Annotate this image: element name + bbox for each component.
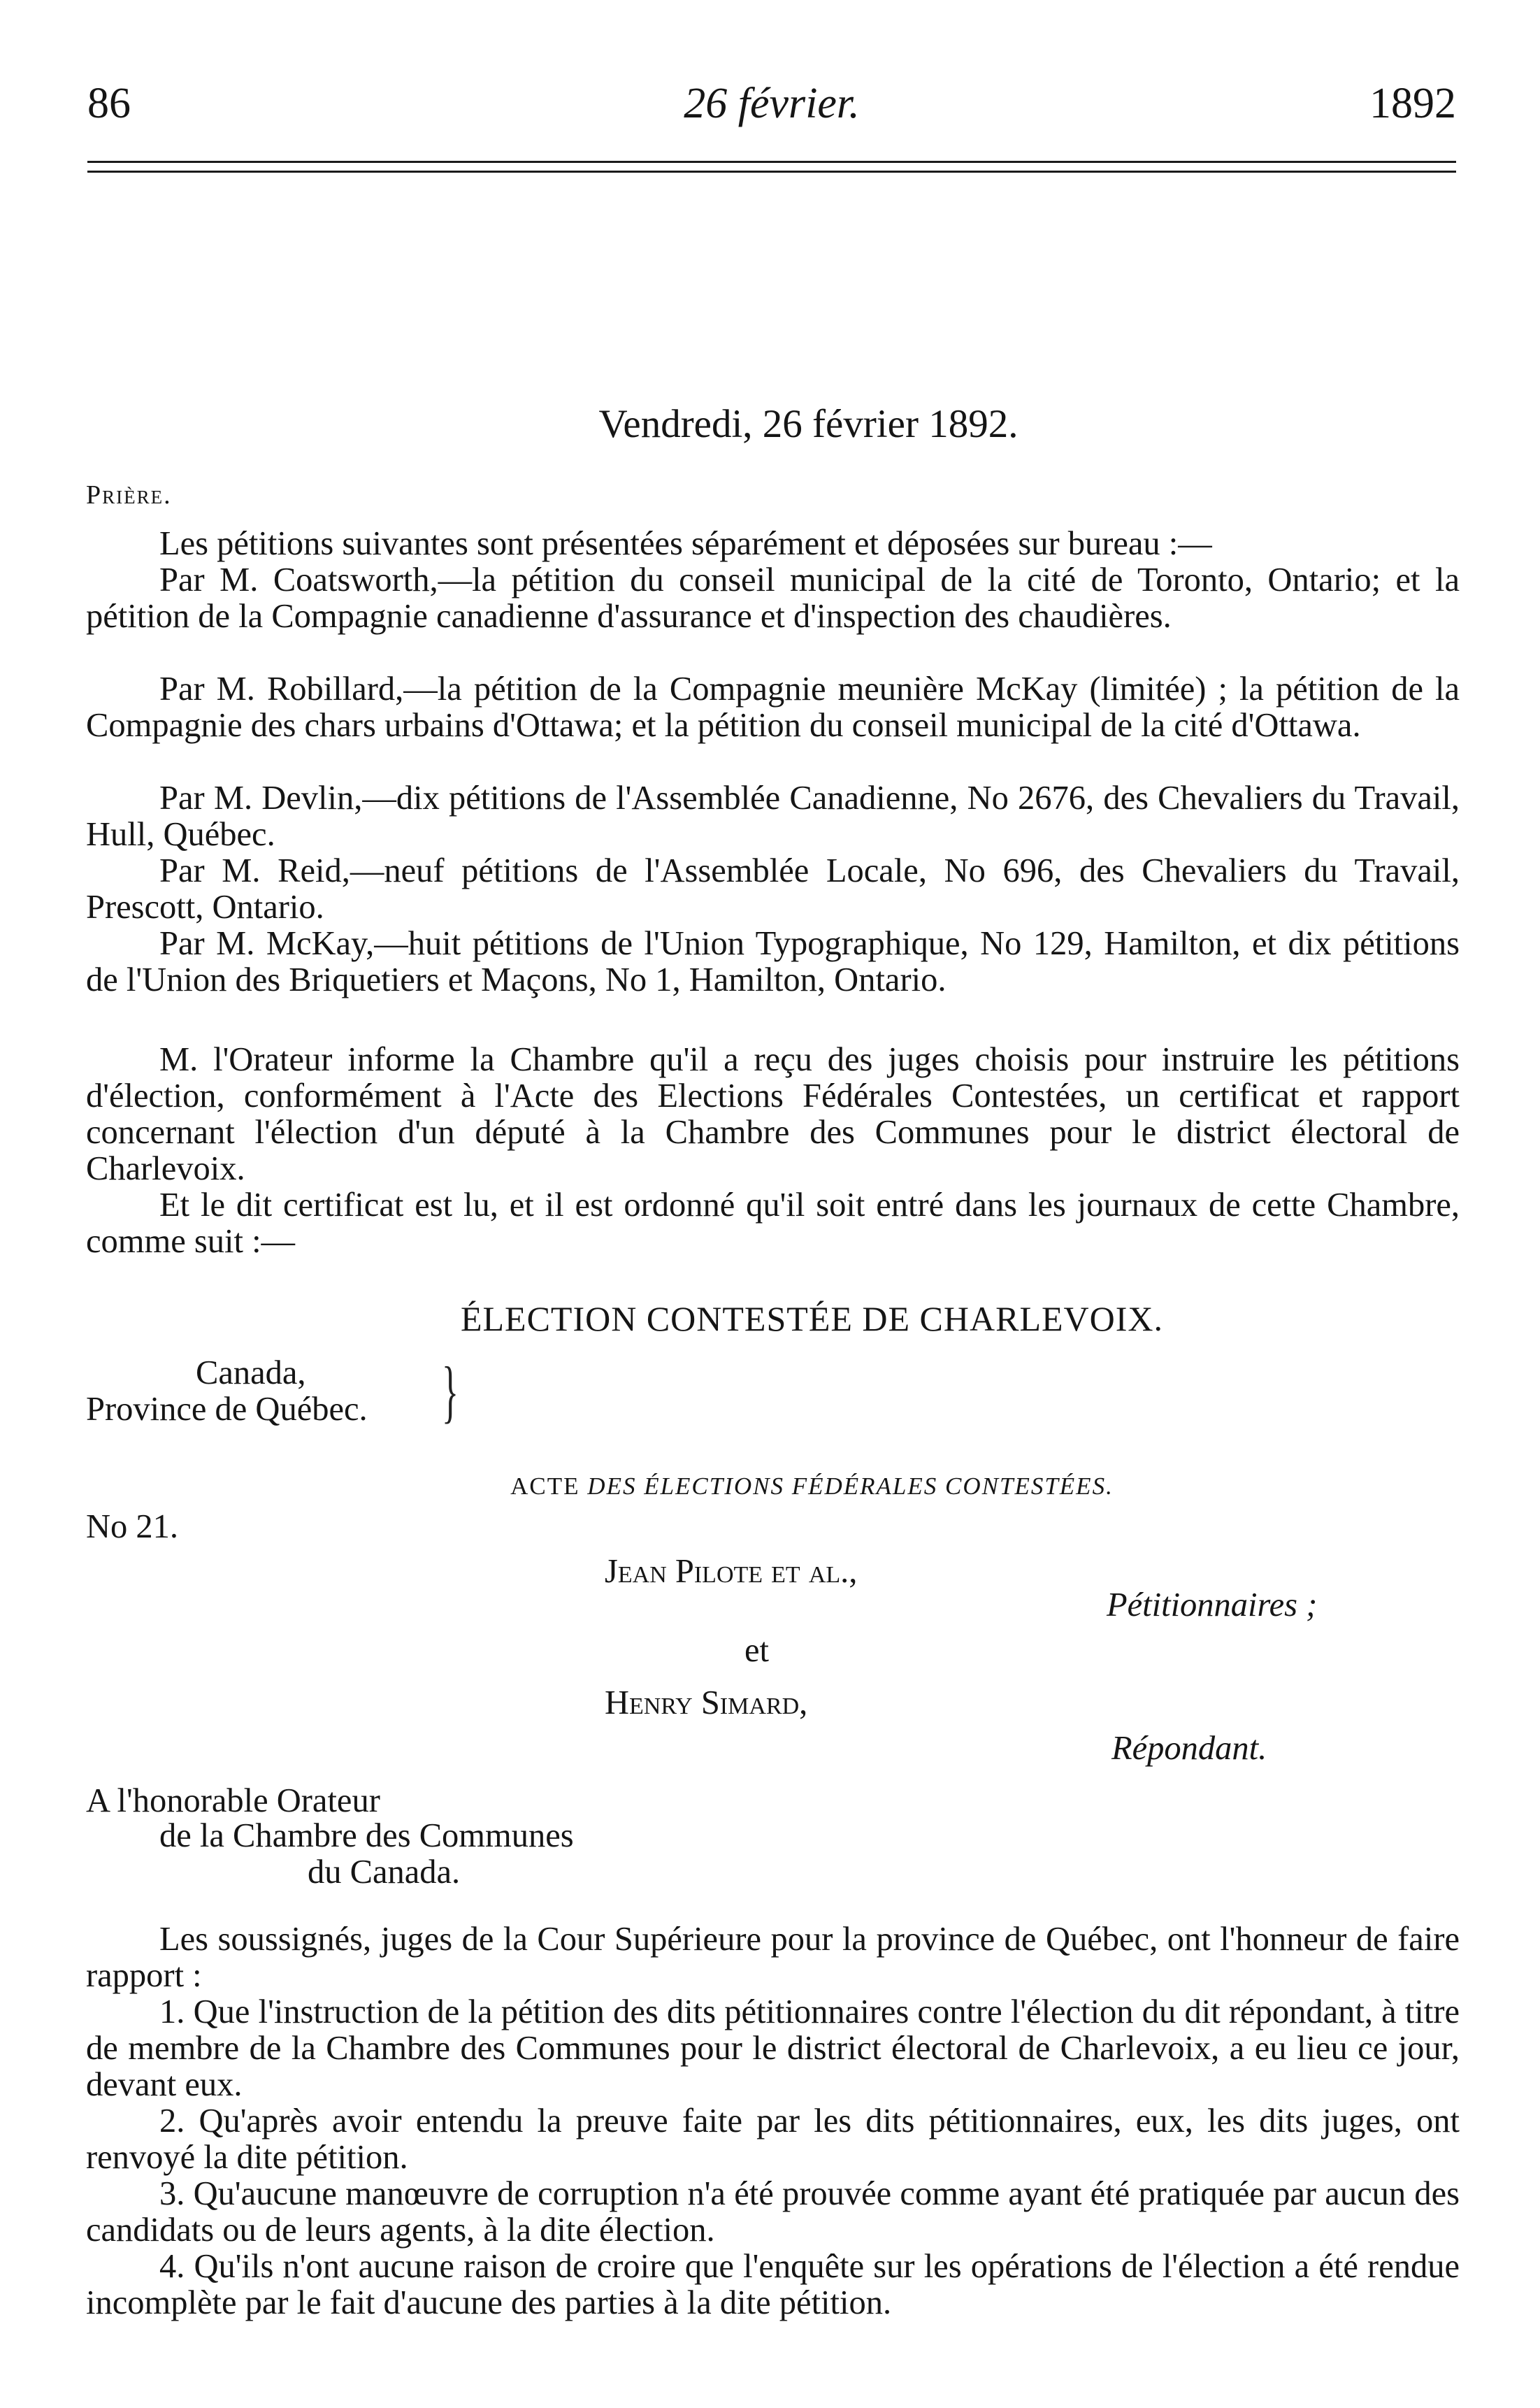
- petition-entry-text: Par M. Robillard,—la pétition de la Compagnie meunière McKay (limitée) ; la pétition de la Compagnie des chars urbains d'Ottawa; et la pétition du conseil municipal de la cité d'Ottawa.: [86, 671, 1460, 744]
- page-number: 86: [87, 80, 131, 127]
- acte-heading: [0, 1468, 1540, 1505]
- acte-prefix: ACTE: [510, 1472, 580, 1500]
- orateur-paragraph: [86, 1042, 1460, 1187]
- petition-entry-text: Par M. McKay,—huit pétitions de l'Union Typographique, No 129, Hamilton, et dix pétitions de l'Union des Briquetiers et Maçons, No 1, Hamilton, Ontario.: [86, 925, 1460, 998]
- petitions-intro-text: Les pétitions suivantes sont présentées séparément et déposées sur bureau :—: [159, 525, 1212, 562]
- certificat-paragraph: [86, 1187, 1460, 1260]
- report-intro-text: Les soussignés, juges de la Cour Supérieure pour la province de Québec, ont l'honneur de faire rapport :: [86, 1921, 1460, 1994]
- jurisdiction-province: Province de Québec.: [86, 1391, 368, 1428]
- report-item: [86, 2176, 1460, 2249]
- header-rule-bottom: [87, 171, 1456, 173]
- header-year: 1892: [1369, 80, 1456, 127]
- report-item-text: 2. Qu'après avoir entendu la preuve faite par les dits pétitionnaires, eux, les dits juges, ont renvoyé la dite pétition.: [86, 2102, 1460, 2176]
- report-item: [86, 2249, 1460, 2321]
- petition-entry: [86, 671, 1460, 744]
- right-brace-icon: }: [442, 1352, 459, 1430]
- report-item: [86, 1994, 1460, 2103]
- petitioner-name: Jean Pilote et al.,: [605, 1553, 858, 1590]
- petitioner-role: Pétitionnaires ;: [1107, 1586, 1318, 1624]
- and-word: et: [744, 1632, 770, 1669]
- report-item: [86, 2103, 1460, 2176]
- address-line: A l'honorable Orateur: [86, 1782, 380, 1819]
- report-item-text: 4. Qu'ils n'ont aucune raison de croire que l'enquête sur les opérations de l'élection a été rendue incomplète par le fait d'aucune des parties à la dite pétition.: [86, 2248, 1460, 2321]
- acte-rest: DES ÉLECTIONS FÉDÉRALES CONTESTÉES.: [587, 1472, 1114, 1500]
- page-header: [87, 76, 1456, 131]
- session-date-heading: Vendredi, 26 février 1892.: [598, 402, 1019, 446]
- margin-note-priere: Prière.: [86, 480, 172, 510]
- respondent-role: Répondant.: [1111, 1730, 1267, 1767]
- header-date: 26 février.: [684, 80, 860, 127]
- respondent-name: Henry Simard,: [605, 1684, 808, 1721]
- report-intro: [86, 1921, 1460, 1994]
- petition-entry-text: Par M. Coatsworth,—la pétition du conseil municipal de la cité de Toronto, Ontario; et la pétition de la Compagnie canadienne d'assurance et d'inspection des chaudières.: [86, 561, 1460, 635]
- petition-entry: [86, 853, 1460, 926]
- petition-entry-text: Par M. Reid,—neuf pétitions de l'Assemblée Locale, No 696, des Chevaliers du Travail, Prescott, Ontario.: [86, 852, 1460, 926]
- petition-entry: [86, 780, 1460, 853]
- election-title: ÉLECTION CONTESTÉE DE CHARLEVOIX.: [460, 1299, 1164, 1338]
- address-line: du Canada.: [308, 1854, 461, 1891]
- petition-entry: [86, 562, 1460, 635]
- petition-entry: [86, 926, 1460, 998]
- orateur-paragraph-text: M. l'Orateur informe la Chambre qu'il a reçu des juges choisis pour instruire les pétitions d'élection, conformément à l'Acte des Elections Fédérales Contestées, un certificat et rapport concernant l'élection d'un député à la Chambre des Communes pour le district électoral de Charlevoix.: [86, 1041, 1460, 1187]
- petitions-intro: [86, 526, 1460, 562]
- case-number: No 21.: [86, 1508, 179, 1545]
- petition-entry-text: Par M. Devlin,—dix pétitions de l'Assemblée Canadienne, No 2676, des Chevaliers du Travail, Hull, Québec.: [86, 780, 1460, 853]
- report-item-text: 3. Qu'aucune manœuvre de corruption n'a été prouvée comme ayant été pratiquée par aucun des candidats ou de leurs agents, à la dite élection.: [86, 2175, 1460, 2249]
- certificat-paragraph-text: Et le dit certificat est lu, et il est ordonné qu'il soit entré dans les journaux de cette Chambre, comme suit :—: [86, 1187, 1460, 1260]
- header-rule-top: [87, 161, 1456, 163]
- report-item-text: 1. Que l'instruction de la pétition des dits pétitionnaires contre l'élection du dit répondant, à titre de membre de la Chambre des Communes pour le district électoral de Charlevoix, a eu lieu ce jour, devant eux.: [86, 1993, 1460, 2103]
- address-line: de la Chambre des Communes: [159, 1817, 574, 1854]
- jurisdiction-canada: Canada,: [196, 1354, 306, 1391]
